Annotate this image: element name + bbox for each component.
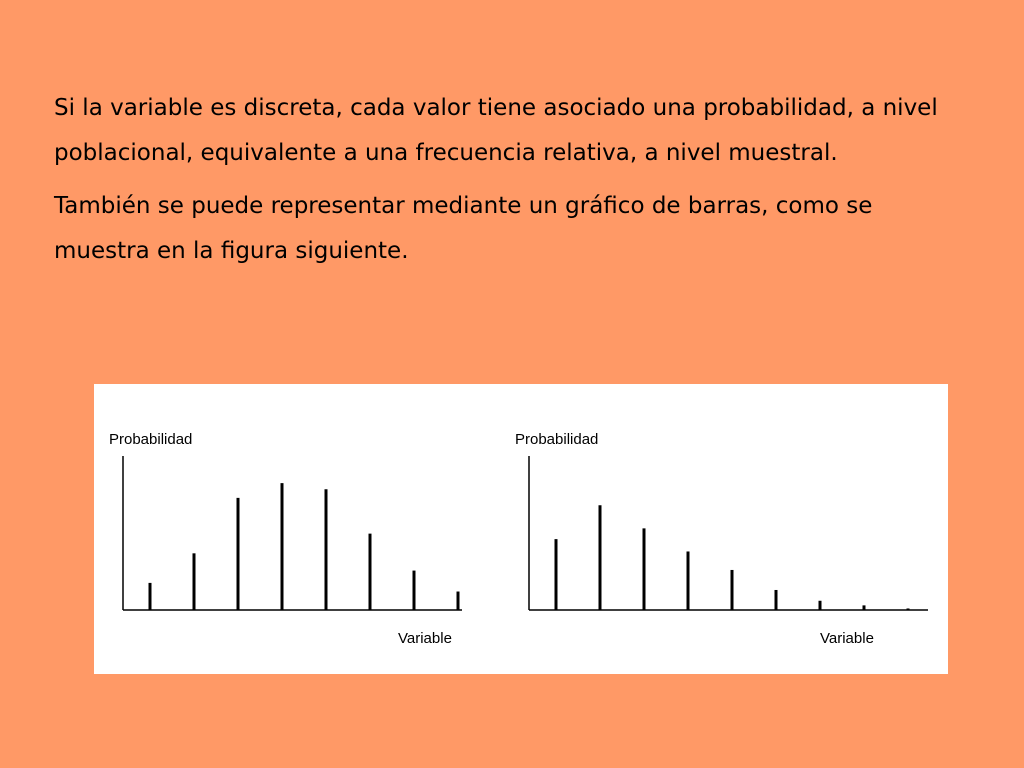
charts-figure — [94, 384, 948, 674]
chart-right-xlabel: Variable — [820, 630, 874, 647]
chart-right-ylabel: Probabilidad — [515, 431, 599, 448]
chart-left-ylabel: Probabilidad — [109, 431, 193, 448]
chart-left-bars — [150, 483, 458, 610]
paragraph-discrete-variable: Si la variable es discreta, cada valor tiene asociado una probabilidad, a nivel poblacional, equivalente a una frecuencia relativa, a nivel muestral. — [54, 95, 938, 166]
chart-right-bars — [556, 505, 908, 610]
slide-text — [54, 86, 974, 282]
chart-left — [109, 431, 462, 647]
chart-right — [515, 431, 928, 647]
chart-left-xlabel: Variable — [398, 630, 452, 647]
paragraph-bar-chart: También se puede representar mediante un gráfico de barras, como se muestra en la figura siguiente. — [54, 193, 873, 264]
figure-panel — [94, 384, 948, 674]
